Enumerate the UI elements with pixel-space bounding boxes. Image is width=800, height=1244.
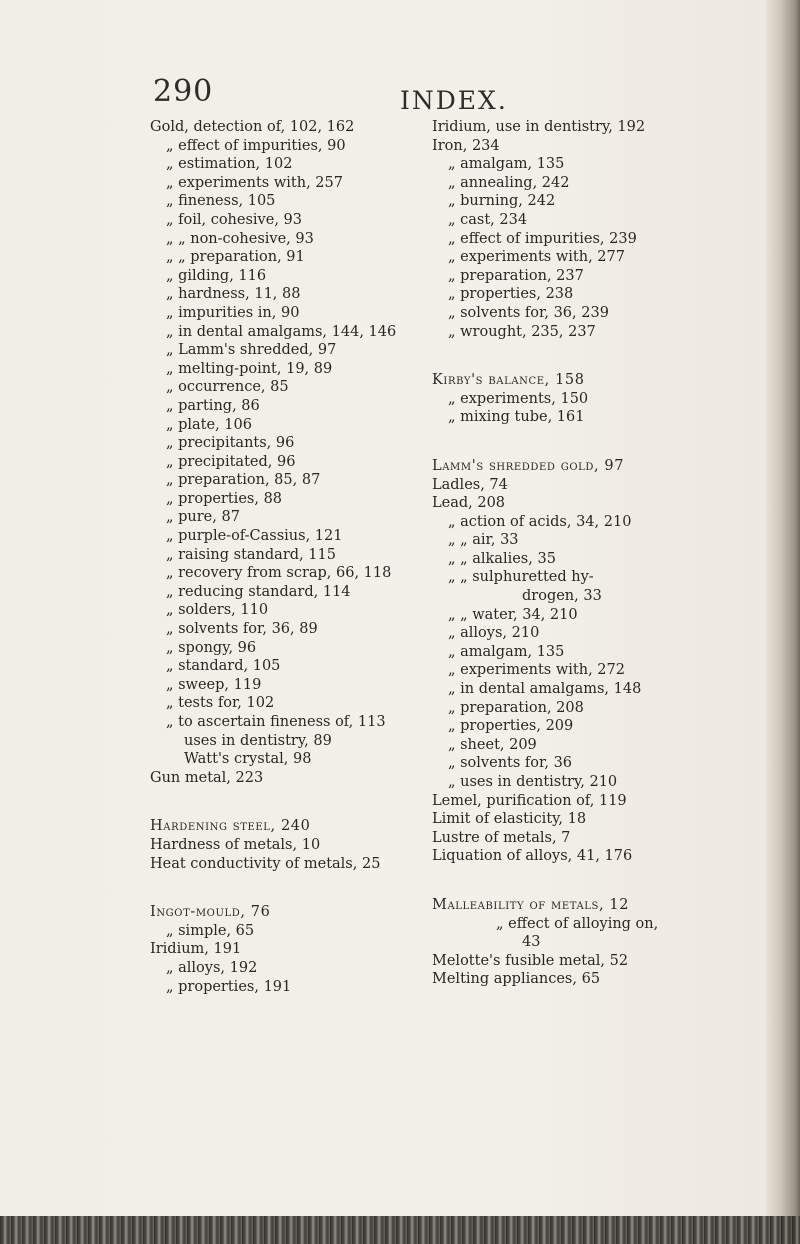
index-entry: „ mixing tube, 161 — [448, 409, 585, 426]
index-entry: Iridium, 191 — [150, 941, 242, 958]
index-entry: Heat conductivity of metals, 25 — [150, 855, 381, 872]
index-column-left — [150, 118, 410, 996]
index-entry: „ occurrence, 85 — [166, 379, 289, 396]
index-entry: „ „ alkalies, 35 — [448, 550, 556, 567]
index-entry: „ gilding, 116 — [166, 267, 267, 284]
index-entry: drogen, 33 — [522, 588, 602, 605]
index-entry: Malleability of metals, 12 — [432, 896, 630, 913]
index-entry: „ solders, 110 — [166, 602, 269, 619]
index-entry: „ burning, 242 — [448, 193, 556, 210]
index-entry: „ properties, 191 — [166, 978, 292, 995]
index-entry: „ preparation, 85, 87 — [166, 472, 321, 489]
index-entry: „ alloys, 192 — [166, 959, 258, 976]
index-entry: Ladles, 74 — [432, 476, 508, 493]
index-entry: „ tests for, 102 — [166, 695, 275, 712]
index-entry: Watt's crystal, 98 — [184, 751, 312, 768]
index-entry: Lemel, purification of, 119 — [432, 792, 627, 809]
index-entry: „ standard, 105 — [166, 658, 281, 675]
index-entry: „ „ air, 33 — [448, 532, 519, 549]
index-entry: „ simple, 65 — [166, 922, 255, 939]
index-column-right — [432, 118, 762, 989]
index-entry: 43 — [522, 934, 541, 951]
index-entry: „ foil, cohesive, 93 — [166, 211, 303, 228]
index-entry: „ Lamm's shredded, 97 — [166, 342, 337, 359]
index-entry: „ sweep, 119 — [166, 676, 262, 693]
index-entry: Gold, detection of, 102, 162 — [150, 119, 355, 135]
index-entry: „ in dental amalgams, 144, 146 — [166, 323, 397, 340]
index-entry: Ingot-mould, 76 — [150, 904, 271, 921]
index-entry: „ effect of impurities, 239 — [448, 230, 637, 247]
index-entry: „ action of acids, 34, 210 — [448, 513, 632, 530]
index-entry: „ to ascertain fineness of, 113 — [166, 714, 386, 730]
index-entry: „ solvents for, 36 — [448, 755, 573, 772]
index-entry: „ sheet, 209 — [448, 736, 537, 753]
index-entry: „ hardness, 11, 88 — [166, 286, 301, 303]
index-entry: „ wrought, 235, 237 — [448, 323, 596, 340]
index-entry: Gun metal, 223 — [150, 769, 264, 786]
index-entry: „ effect of impurities, 90 — [166, 137, 346, 154]
index-entry: „ reducing standard, 114 — [166, 583, 351, 600]
page-number: 290 — [153, 74, 214, 109]
index-entry: Lead, 208 — [432, 495, 506, 512]
index-entry: uses in dentistry, 89 — [184, 732, 332, 749]
scan-edge — [0, 1216, 800, 1244]
index-entry: „ amalgam, 135 — [448, 156, 565, 173]
index-entry: „ properties, 88 — [166, 490, 283, 507]
index-entry: „ parting, 86 — [166, 397, 260, 414]
index-entry: „ recovery from scrap, 66, 118 — [166, 565, 392, 582]
index-entry: Lamm's shredded gold, 97 — [432, 457, 625, 474]
index-entry: „ preparation, 208 — [448, 699, 584, 716]
running-title: INDEX. — [400, 86, 508, 115]
index-entry: „ preparation, 237 — [448, 267, 584, 284]
index-entry: „ precipitants, 96 — [166, 435, 295, 452]
section-gap — [432, 427, 762, 457]
index-entry: „ plate, 106 — [166, 416, 252, 433]
index-entry: „ properties, 209 — [448, 718, 574, 735]
index-entry: „ pure, 87 — [166, 509, 240, 526]
index-entry: „ solvents for, 36, 89 — [166, 621, 318, 638]
index-entry: Lustre of metals, 7 — [432, 829, 571, 846]
section-gap — [150, 873, 410, 903]
index-entry: „ impurities in, 90 — [166, 304, 300, 321]
index-entry: Limit of elasticity, 18 — [432, 811, 587, 828]
index-entry: „ purple-of-Cassius, 121 — [166, 528, 343, 545]
index-entry: „ „ preparation, 91 — [166, 249, 305, 266]
index-entry: „ spongy, 96 — [166, 639, 257, 656]
book-spine-shadow — [766, 0, 800, 1244]
index-entry: Kirby's balance, 158 — [432, 372, 585, 389]
index-entry: „ experiments with, 277 — [448, 249, 625, 266]
index-entry: „ experiments, 150 — [448, 390, 589, 407]
index-entry: „ amalgam, 135 — [448, 643, 565, 660]
index-entry: „ solvents for, 36, 239 — [448, 304, 609, 321]
index-entry: „ estimation, 102 — [166, 156, 293, 173]
index-entry: „ effect of alloying on, — [496, 915, 659, 932]
index-entry: „ „ non-cohesive, 93 — [166, 230, 314, 247]
index-entry: „ fineness, 105 — [166, 193, 276, 210]
index-entry: „ cast, 234 — [448, 211, 528, 228]
index-entry: „ raising standard, 115 — [166, 546, 336, 563]
index-entry: „ properties, 238 — [448, 286, 574, 303]
index-entry: „ precipitated, 96 — [166, 453, 296, 470]
index-entry: „ experiments with, 272 — [448, 662, 625, 679]
index-entry: Hardness of metals, 10 — [150, 836, 321, 853]
section-gap — [150, 787, 410, 817]
index-entry: „ in dental amalgams, 148 — [448, 681, 642, 698]
index-entry: „ uses in dentistry, 210 — [448, 774, 618, 790]
index-entry: „ alloys, 210 — [448, 625, 540, 642]
index-entry: „ „ sulphuretted hy- — [448, 569, 594, 586]
index-entry: Hardening steel, 240 — [150, 818, 311, 835]
index-entry: Iron, 234 — [432, 137, 500, 154]
section-gap — [432, 341, 762, 371]
index-entry: Melotte's fusible metal, 52 — [432, 952, 629, 969]
section-gap — [432, 866, 762, 896]
index-entry: „ melting-point, 19, 89 — [166, 360, 333, 377]
index-entry: „ annealing, 242 — [448, 174, 570, 191]
index-entry: „ „ water, 34, 210 — [448, 606, 578, 623]
index-entry: Melting appliances, 65 — [432, 971, 601, 988]
index-entry: Iridium, use in dentistry, 192 — [432, 119, 646, 135]
index-entry: Liquation of alloys, 41, 176 — [432, 848, 633, 865]
index-entry: „ experiments with, 257 — [166, 174, 343, 191]
